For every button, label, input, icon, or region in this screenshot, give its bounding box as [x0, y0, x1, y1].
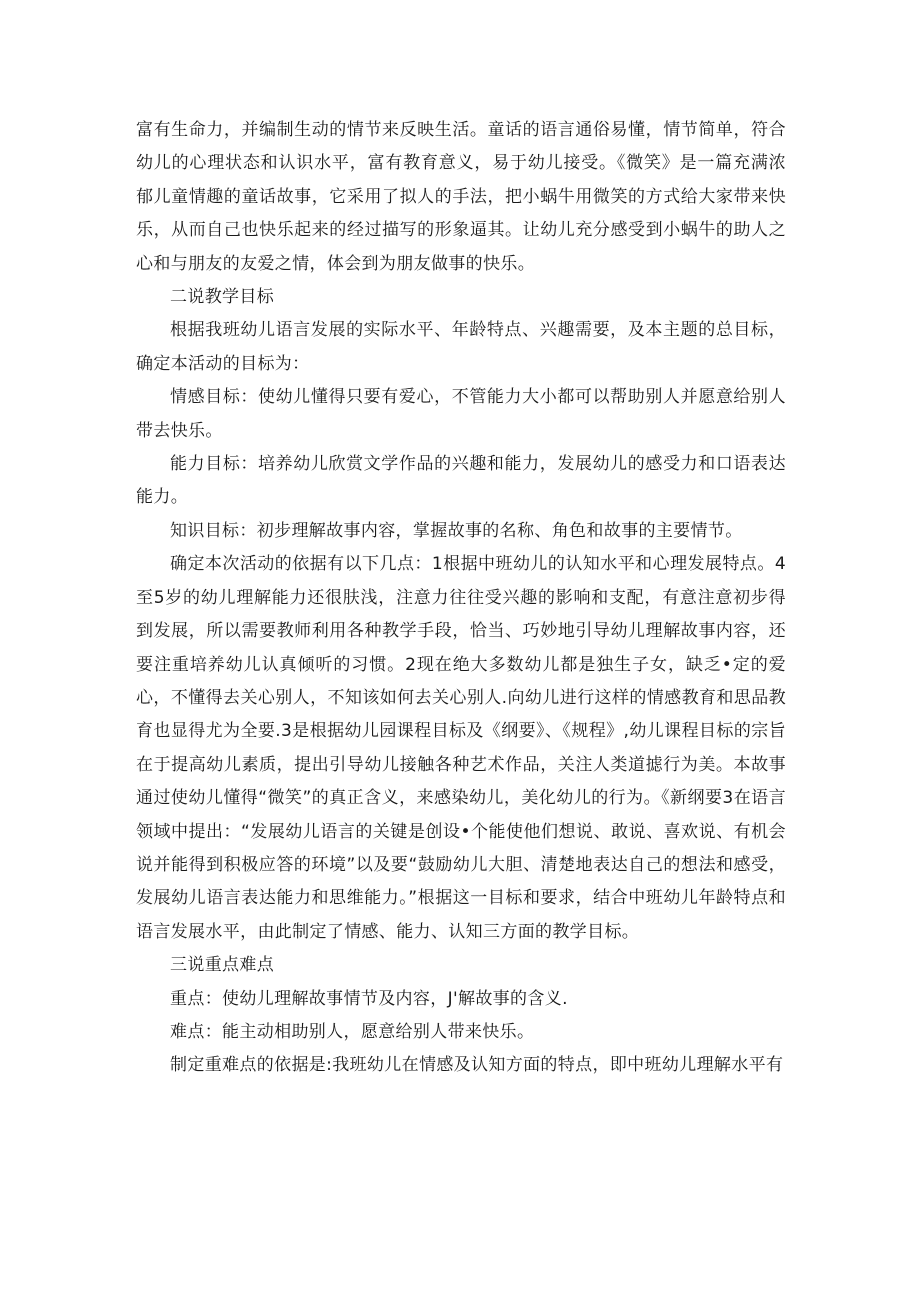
- paragraph-intro-continuation: 富有生命力，并编制生动的情节来反映生活。童话的语言通俗易懂，情节简单，符合幼儿的心理状态和认识水平，富有教育意义，易于幼儿接受。《微笑》是一篇充满浓郁儿童情趣的童话故事，它采用了拟人的手法，把小蜗牛用微笑的方式给大家带来快乐，从而自己也快乐起来的经过描写的形象逼其。让幼儿充分感受到小蜗牛的助人之心和与朋友的友爱之情，体会到为朋友做事的快乐。: [136, 120, 786, 274]
- paragraph-goal-basis: 确定本次活动的依据有以下几点：1根据中班幼儿的认知水平和心理发展特点。4至5岁的幼儿理解能力还很肤浅，注意力往往受兴趣的影响和支配，有意注意初步得到发展，所以需要教师利用各种教学手段，恰当、巧妙地引导幼儿理解故事内容，还要注重培养幼儿认真倾听的习惯。2现在绝大多数幼儿都是独生子女，缺乏•定的爱心，不懂得去关心别人，不知该如何去关心别人.向幼儿进行这样的情感教育和思品教育也显得尤为全要.3是根据幼儿园课程目标及《纲要》、《规程》,幼儿课程目标的宗旨在于提高幼儿素质，提出引导幼儿接触各种艺术作品，关注人类道摅行为美。本故事通过使幼儿懂得“微笑”的真正含义，来感染幼儿，美化幼儿的行为。《新纲要3在语言领域中提出：“发展幼儿语言的关键是创设•个能使他们想说、敢说、喜欢说、有机会说并能得到积极应答的环境”以及要“鼓励幼儿大胆、清楚地表达自己的想法和感受，发展幼儿语言表达能力和思维能力。”根据这一目标和要求，结合中班幼儿年龄特点和语言发展水平，由此制定了情感、能力、认知三方面的教学目标。: [136, 554, 787, 942]
- paragraph-ability-goal: 能力目标：培养幼儿欣赏文学作品的兴趣和能力，发展幼儿的感受力和口语表达能力。: [136, 454, 786, 508]
- paragraph-difficult-point: 难点：能主动相助别人，愿意给别人带来快乐。: [170, 1021, 535, 1042]
- paragraph-goals-intro: 根据我班幼儿语言发展的实际水平、年龄特点、兴趣需要，及本主题的总目标，确定本活动的目标为：: [136, 320, 786, 374]
- paragraph-knowledge-goal: 知识目标：初步理解故事内容，掌握故事的名称、角色和故事的主要情节。: [170, 520, 743, 541]
- paragraph-key-difficult-basis: 制定重难点的依据是:我班幼儿在情感及认知方面的特点，即中班幼儿理解水平有: [170, 1055, 784, 1076]
- paragraph-emotional-goal: 情感目标：使幼儿懂得只要有爱心，不管能力大小都可以帮助别人并愿意给别人带去快乐。: [136, 387, 786, 441]
- section-heading-key-difficult-points: 三说重点难点: [170, 955, 275, 976]
- section-heading-teaching-goals: 二说教学目标: [170, 287, 275, 308]
- paragraph-key-point: 重点：使幼儿理解故事情节及内容，J'解故事的含义.: [170, 988, 568, 1009]
- document-body: [136, 114, 786, 1083]
